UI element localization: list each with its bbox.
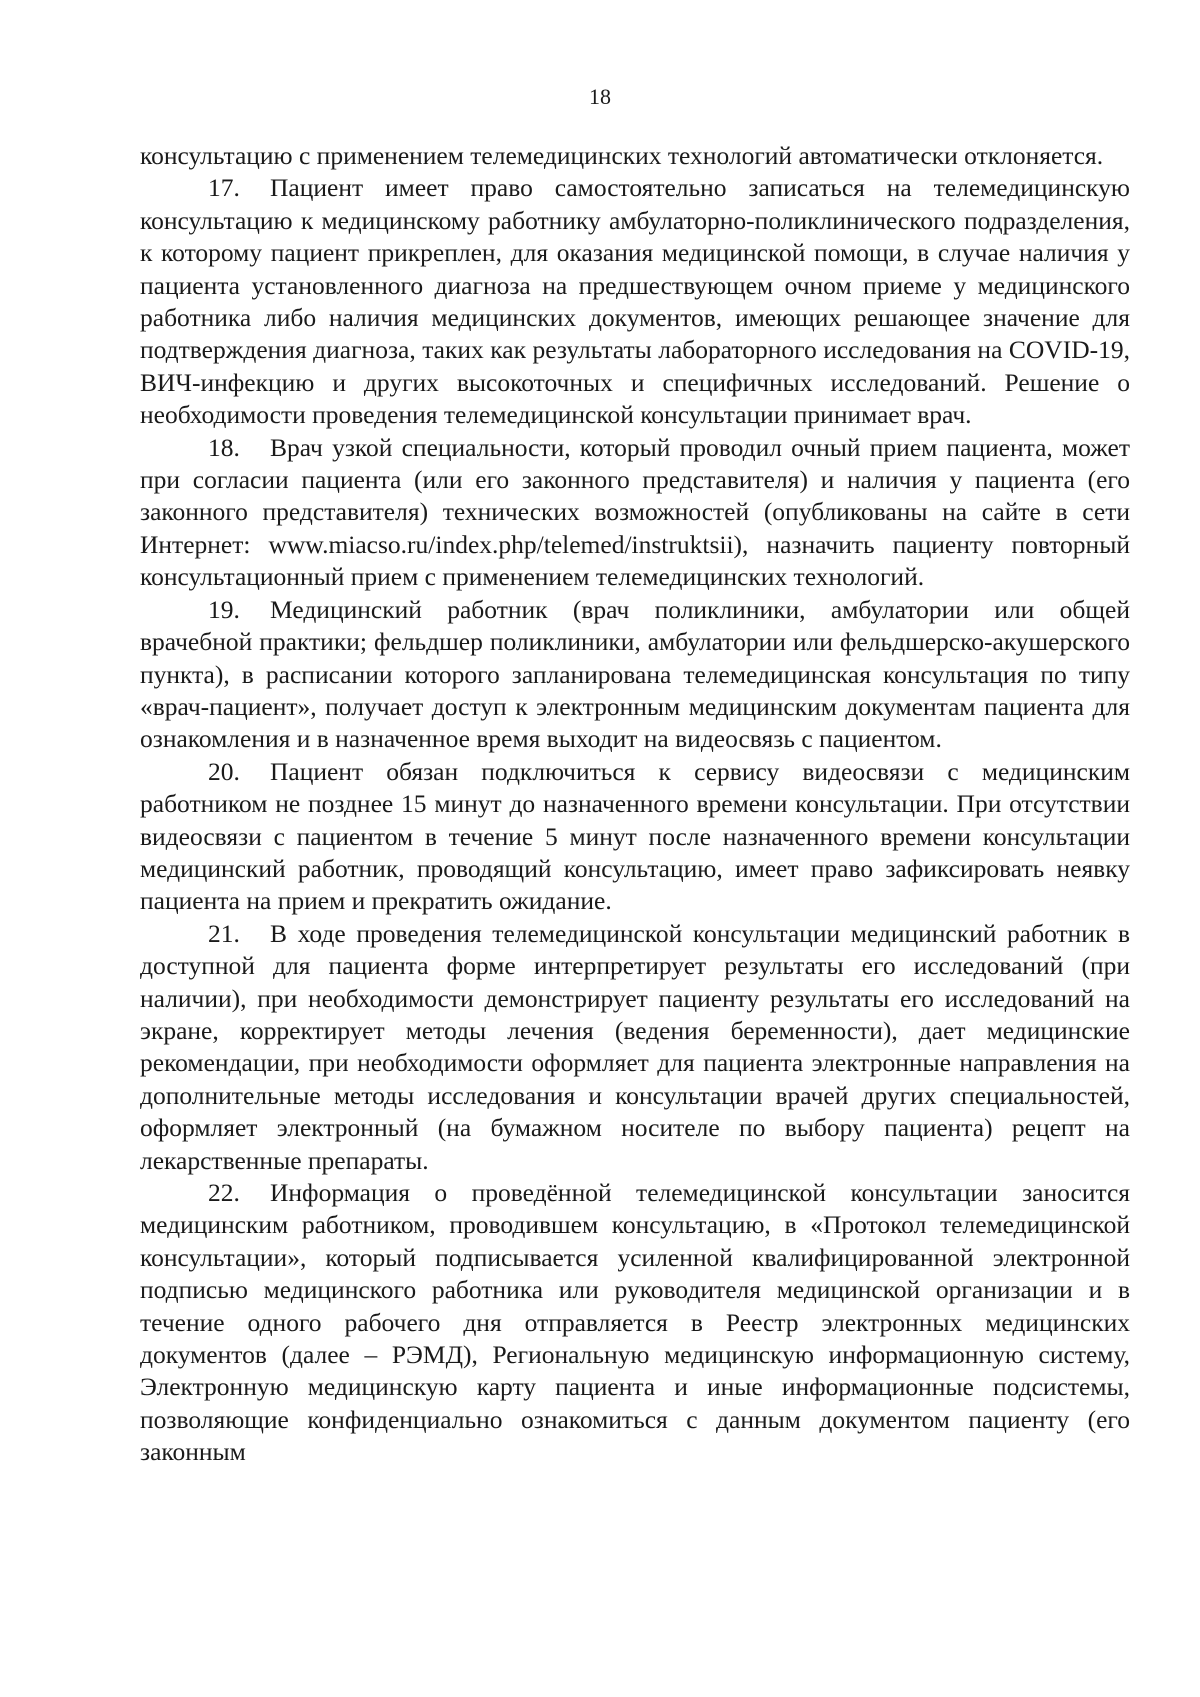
paragraph-19 <box>140 594 1130 756</box>
paragraph-text: консультацию с применением телемедицинских технологий автоматически отклоняется. <box>140 141 1104 170</box>
paragraph-text: Информация о проведённой телемедицинской консультации заносится медицинским работником, проводившем консультацию, в «Протокол телемедицинской консультации», который подписывается усиленной квалифицированной электронной подписью медицинского работника или руководителя медицинской организации и в течение одного рабочего дня отправляется в Реестр электронных медицинских документов (далее – РЭМД), Региональную медицинскую информационную систему, Электронную медицинскую карту пациента и иные информационные подсистемы, позволяющие конфиденциально ознакомиться с данным документом пациенту (его законным <box>140 1178 1130 1467</box>
paragraph-text: В ходе проведения телемедицинской консультации медицинский работник в доступной для пациента форме интерпретирует результаты его исследований (при наличии), при необходимости демонстрирует пациенту результаты его исследований на экране, корректирует методы лечения (ведения беременности), дает медицинские рекомендации, при необходимости оформляет для пациента электронные направления на дополнительные методы исследования и консультации врачей других специальностей, оформляет электронный (на бумажном носителе по выбору пациента) рецепт на лекарственные препараты. <box>140 918 1130 1175</box>
paragraph-17 <box>140 172 1130 431</box>
paragraph-continued <box>140 140 1130 172</box>
paragraph-number: 19. <box>208 594 240 624</box>
document-body <box>140 140 1130 1469</box>
paragraph-22 <box>140 1177 1130 1469</box>
paragraph-18 <box>140 432 1130 594</box>
paragraph-number: 21. <box>208 918 240 948</box>
paragraph-number: 17. <box>208 173 240 203</box>
paragraph-text: Пациент имеет право самостоятельно записаться на телемедицинскую консультацию к медицинскому работнику амбулаторно-поликлинического подразделения, к которому пациент прикреплен, для оказания медицинской помощи, в случае наличия у пациента установленного диагноза на предшествующем очном приеме у медицинского работника либо наличия медицинских документов, имеющих решающее значение для подтверждения диагноза, таких как результаты лабораторного исследования на COVID-19, ВИЧ-инфекцию и других высокоточных и специфичных исследований. Решение о необходимости проведения телемедицинской консультации принимает врач. <box>140 173 1130 430</box>
page-number: 18 <box>589 84 611 109</box>
paragraph-21 <box>140 918 1130 1177</box>
paragraph-text: Пациент обязан подключиться к сервису видеосвязи с медицинским работником не позднее 15 минут до назначенного времени консультации. При отсутствии видеосвязи с пациентом в течение 5 минут после назначенного времени консультации медицинский работник, проводящий консультацию, имеет право зафиксировать неявку пациента на прием и прекратить ожидание. <box>140 756 1130 916</box>
paragraph-text: Врач узкой специальности, который проводил очный прием пациента, может при согласии пациента (или его законного представителя) и наличия у пациента (его законного представителя) технических возможностей (опубликованы на сайте в сети Интернет: www.miacso.ru/index.php/telemed/instruktsii), назначить пациенту повторный консультационный прием с применением телемедицинских технологий. <box>140 432 1130 592</box>
paragraph-number: 20. <box>208 756 240 786</box>
paragraph-number: 18. <box>208 432 240 462</box>
paragraph-text: Медицинский работник (врач поликлиники, амбулатории или общей врачебной практики; фельдшер поликлиники, амбулатории или фельдшерско-акушерского пункта), в расписании которого запланирована телемедицинская консультация по типу «врач-пациент», получает доступ к электронным медицинским документам пациента для ознакомления и в назначенное время выходит на видеосвязь с пациентом. <box>140 594 1130 754</box>
paragraph-20 <box>140 756 1130 918</box>
paragraph-number: 22. <box>208 1178 240 1207</box>
